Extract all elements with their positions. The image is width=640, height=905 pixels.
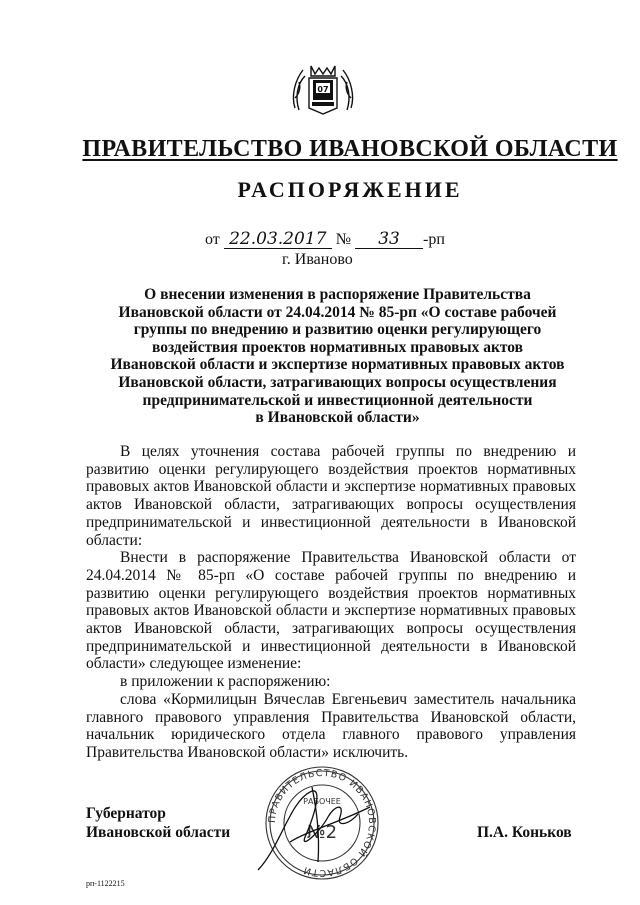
signature-position [86,804,230,842]
title-line: группы по внедрению и развитию оценки регулирующего [133,321,542,339]
document-title [100,286,575,427]
title-line: в Ивановской области» [255,409,420,427]
document-type: РАСПОРЯЖЕНИЕ [237,177,463,202]
position-line: Ивановской области [86,824,231,841]
body-paragraph: В целях уточнения состава рабочей группы по внедрению и развитию оценки регулирующего воздействия проектов нормативных правовых актов Ивановской области и экспертизе нормативных правовых актов Ивановской области, затрагивающих вопросы осуществления предпринимательской и инвестиционной деятельности в Ивановской области: [86,443,576,549]
stamp-ring-text: ПРАВИТЕЛЬСТВО ИВАНОВСКОЙ ОБЛАСТИ [266,767,378,879]
title-line: предпринимательской и инвестиционной деятельности [142,391,533,409]
stamp-number: №2 [306,822,338,843]
stamp-inner-text: РАБОЧЕЕ [303,797,341,806]
body-paragraph: в приложении к распоряжению: [120,673,331,691]
official-stamp-icon [250,762,395,884]
date-number-line [205,230,445,249]
title-line: Ивановской области, затрагивающих вопросы осуществления [118,373,557,391]
body-paragraph: Внести в распоряжение Правительства Ивановской области от 24.04.2014 № 85-рп «О составе рабочей группы по внедрению и развитию оценки регулирующего воздействия проектов нормативных правовых актов Ивановской области и экспертизе нормативных правовых актов Ивановской области, затрагивающих вопросы осуществления предпринимательской и инвестиционной деятельности в Ивановской области» следующее изменение: [86,549,576,673]
government-heading: ПРАВИТЕЛЬСТВО ИВАНОВСКОЙ ОБЛАСТИ [82,136,618,162]
handwritten-date: 22.03.2017 [224,230,332,249]
handwritten-number: 33 [355,230,423,249]
body-paragraph: слова «Кормилицын Вячеслав Евгеньевич заместитель начальника главного правового управления Правительства Ивановской области, начальник юридического отдела главного правового управления Правительства Ивановской области» исключить. [86,690,576,761]
date-prefix: от [205,231,220,248]
city: г. Иваново [282,251,353,268]
title-line: Ивановской области и экспертизе нормативных правовых актов [110,356,565,374]
title-line: воздействия проектов нормативных правовых актов [151,338,524,356]
position-line: Губернатор [86,805,166,822]
title-line: Ивановской области от 24.04.2014 № 85-рп «О составе рабочей [118,303,557,321]
signatory-name: П.А. Коньков [477,824,572,841]
title-line: О внесении изменения в распоряжение Правительства [144,286,531,303]
document-body [86,443,576,762]
coat-of-arms-icon [289,58,357,118]
number-suffix: -рп [423,231,445,248]
number-prefix: № [335,231,352,248]
svg-text:07: 07 [317,85,329,94]
registration-number: рп-1122215 [86,879,125,888]
